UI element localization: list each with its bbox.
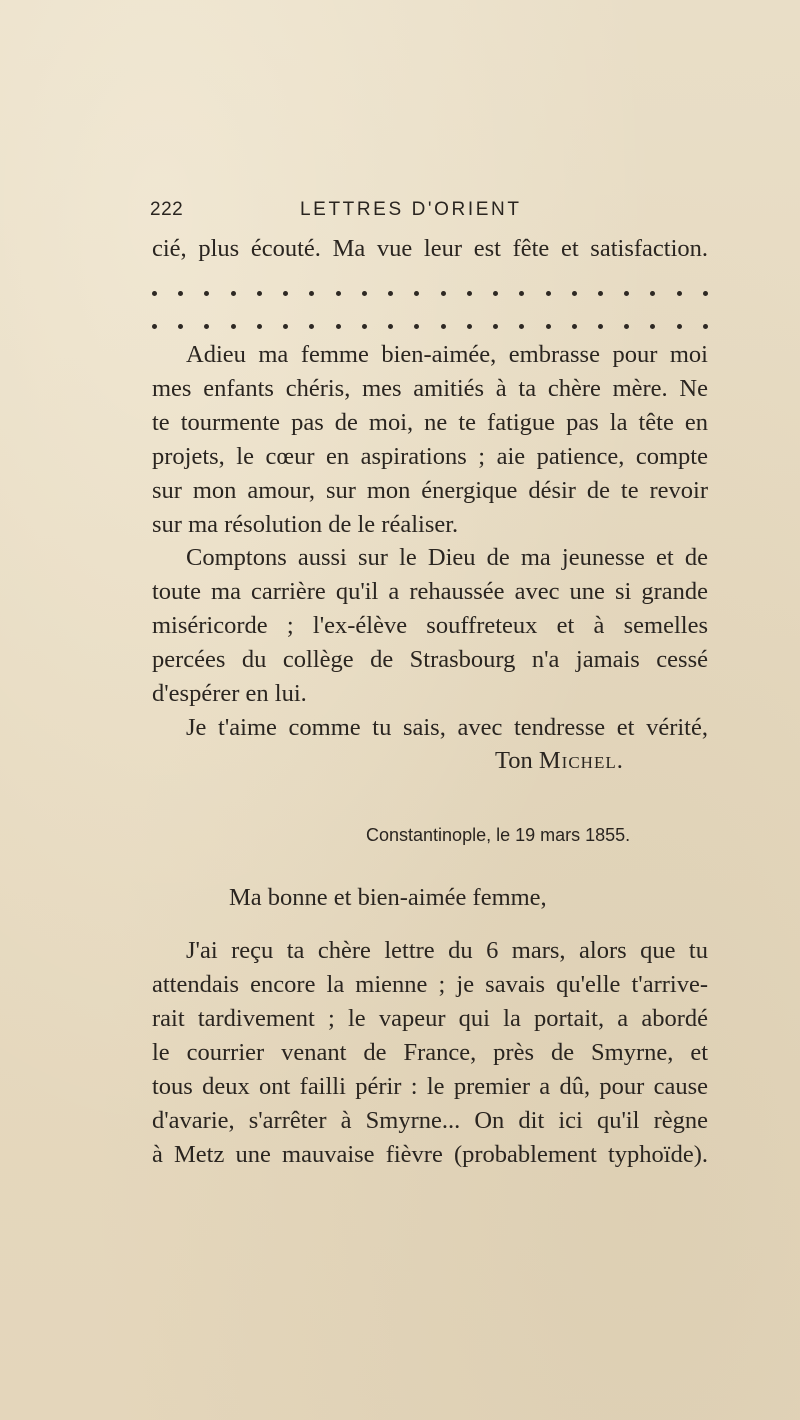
- paragraph-line: Adieu ma femme bien-aimée, embrasse pour moi: [186, 341, 708, 368]
- ellipsis-dot: [362, 324, 367, 329]
- ellipsis-dot: [703, 324, 708, 329]
- ellipsis-dot: [624, 324, 629, 329]
- ellipsis-row: [152, 324, 708, 329]
- ellipsis-dot: [493, 324, 498, 329]
- ellipsis-dot: [650, 324, 655, 329]
- ellipsis-dot: [204, 324, 209, 329]
- signature: [495, 744, 624, 778]
- ellipsis-dot: [152, 324, 157, 329]
- ellipsis-dot: [572, 291, 577, 296]
- paragraph-line: J'ai reçu ta chère lettre du 6 mars, alors que tu: [186, 937, 708, 964]
- ellipsis-dot: [441, 324, 446, 329]
- signature-prefix: Ton: [495, 747, 533, 774]
- book-page: [152, 0, 712, 1420]
- ellipsis-dot: [152, 291, 157, 296]
- ellipsis-dot: [257, 324, 262, 329]
- paragraph-line: miséricorde ; l'ex-élève souffreteux et à semelles: [152, 612, 708, 639]
- ellipsis-dot: [598, 291, 603, 296]
- running-title: LETTRES D'ORIENT: [300, 199, 522, 220]
- ellipsis-dot: [546, 324, 551, 329]
- ellipsis-dot: [204, 291, 209, 296]
- ellipsis-dot: [309, 291, 314, 296]
- paragraph-line: tous deux ont failli périr : le premier a dû, pour cause: [152, 1073, 708, 1100]
- ellipsis-dot: [519, 324, 524, 329]
- ellipsis-dot: [624, 291, 629, 296]
- ellipsis-row: [152, 291, 708, 296]
- continuation-line: cié, plus écouté. Ma vue leur est fête et satisfaction.: [152, 235, 708, 262]
- salutation: Ma bonne et bien-aimée femme,: [229, 884, 547, 911]
- paragraph-line: le courrier venant de France, près de Smyrne, et: [152, 1039, 708, 1066]
- paragraph-line: Je t'aime comme tu sais, avec tendresse et vérité,: [186, 714, 708, 741]
- paragraph-line: percées du collège de Strasbourg n'a jamais cessé: [152, 646, 708, 673]
- ellipsis-dot: [467, 324, 472, 329]
- signature-name: Michel.: [538, 747, 624, 774]
- ellipsis-dot: [231, 291, 236, 296]
- paragraph-line: mes enfants chéris, mes amitiés à ta chère mère. Ne: [152, 375, 708, 402]
- ellipsis-dot: [677, 324, 682, 329]
- paragraph-line: sur ma résolution de le réaliser.: [152, 511, 459, 538]
- ellipsis-dot: [546, 291, 551, 296]
- ellipsis-dot: [467, 291, 472, 296]
- ellipsis-dot: [178, 291, 183, 296]
- ellipsis-dot: [178, 324, 183, 329]
- paragraph-line: rait tardivement ; le vapeur qui la portait, a abordé: [152, 1005, 708, 1032]
- paragraph-line: Comptons aussi sur le Dieu de ma jeunesse et de: [186, 544, 708, 571]
- ellipsis-dot: [703, 291, 708, 296]
- ellipsis-dot: [362, 291, 367, 296]
- ellipsis-dot: [388, 291, 393, 296]
- ellipsis-dot: [414, 324, 419, 329]
- ellipsis-dot: [677, 291, 682, 296]
- ellipsis-dot: [493, 291, 498, 296]
- ellipsis-dot: [309, 324, 314, 329]
- paragraph-line: à Metz une mauvaise fièvre (probablement typhoïde).: [152, 1141, 708, 1168]
- paragraph-line: d'avarie, s'arrêter à Smyrne... On dit ici qu'il règne: [152, 1107, 708, 1134]
- ellipsis-dot: [336, 291, 341, 296]
- ellipsis-dot: [441, 291, 446, 296]
- ellipsis-dot: [572, 324, 577, 329]
- paragraph-line: attendais encore la mienne ; je savais qu'elle t'arrive-: [152, 971, 708, 998]
- ellipsis-dot: [283, 291, 288, 296]
- ellipsis-dot: [650, 291, 655, 296]
- ellipsis-dot: [231, 324, 236, 329]
- paragraph-line: te tourmente pas de moi, ne te fatigue pas la tête en: [152, 409, 708, 436]
- ellipsis-dot: [283, 324, 288, 329]
- paragraph-line: toute ma carrière qu'il a rehaussée avec une si grande: [152, 578, 708, 605]
- ellipsis-dot: [388, 324, 393, 329]
- running-head: [150, 197, 695, 225]
- dateline: Constantinople, le 19 mars 1855.: [366, 825, 631, 845]
- ellipsis-dot: [519, 291, 524, 296]
- ellipsis-dot: [598, 324, 603, 329]
- ellipsis-dot: [336, 324, 341, 329]
- paragraph-line: projets, le cœur en aspirations ; aie patience, compte: [152, 443, 708, 470]
- ellipsis-dot: [257, 291, 262, 296]
- paragraph-line: d'espérer en lui.: [152, 680, 307, 707]
- page-number: 222: [150, 199, 184, 220]
- ellipsis-dot: [414, 291, 419, 296]
- paragraph-line: sur mon amour, sur mon énergique désir de te revoir: [152, 477, 708, 504]
